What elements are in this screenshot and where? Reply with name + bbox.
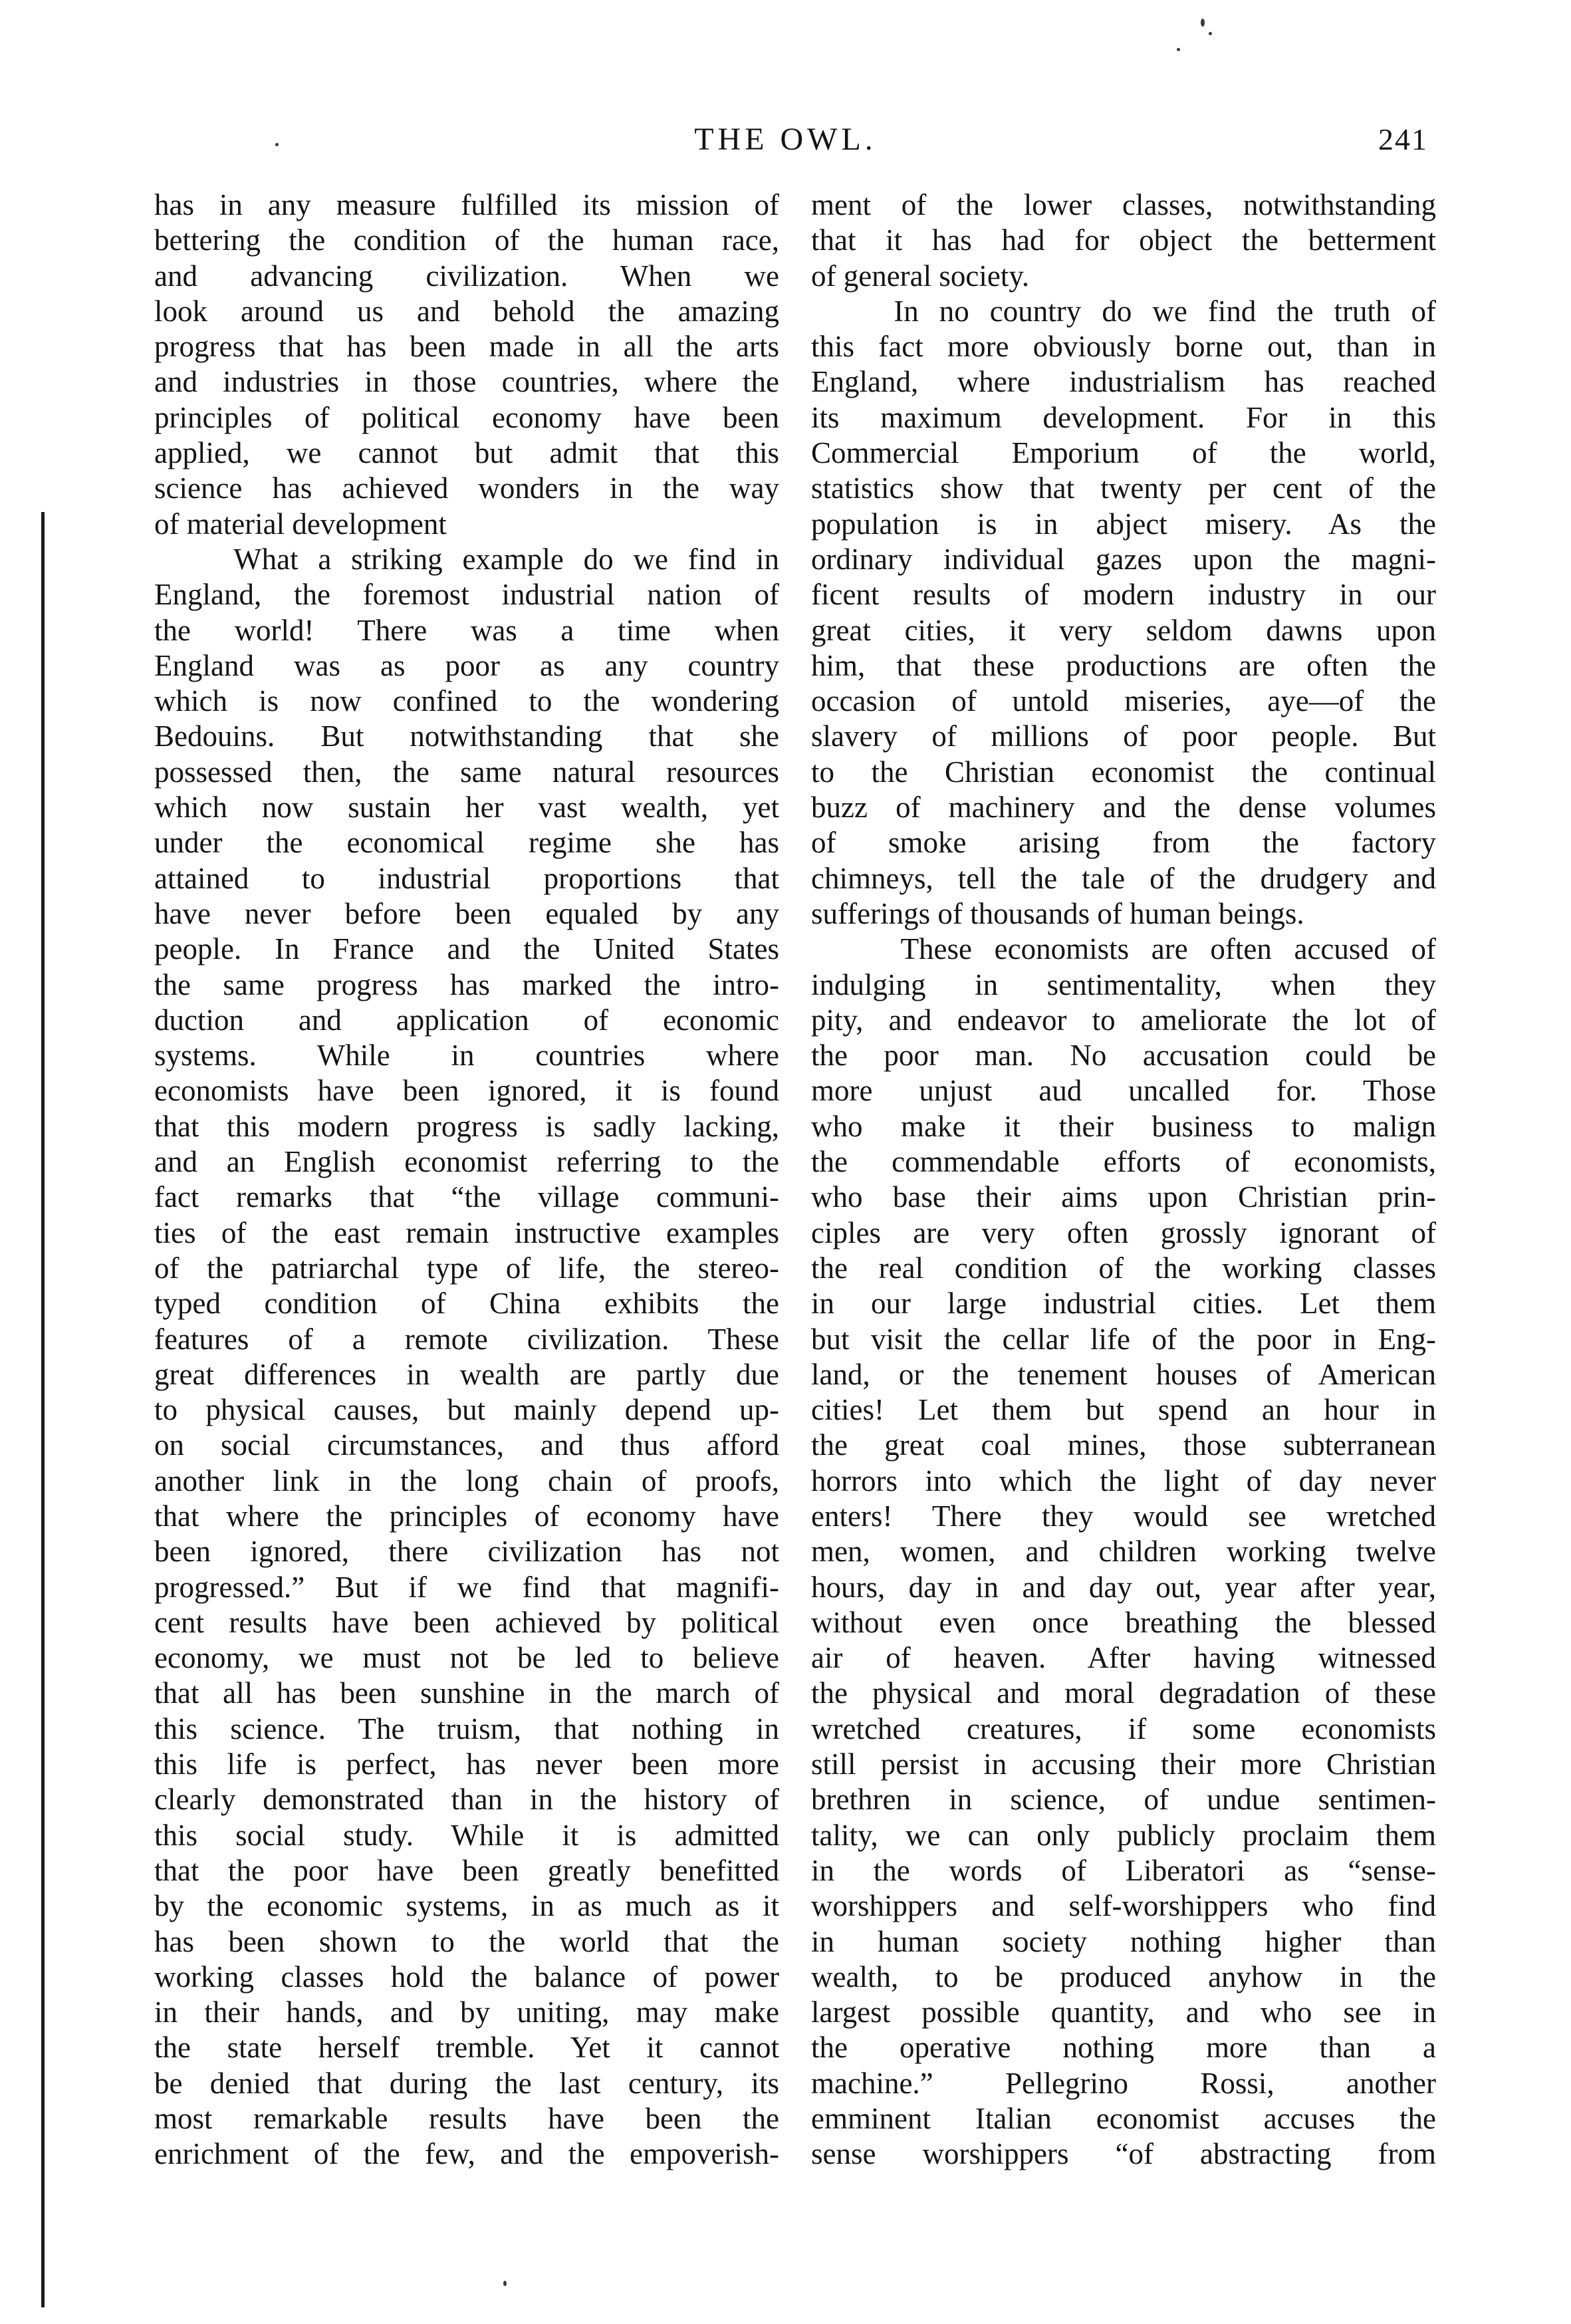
text-line: wretched creatures, if some economists (811, 1712, 1436, 1745)
text-line: pity, and endeavor to ameliorate the lot of (811, 1003, 1436, 1037)
text-line: to the Christian economist the continual (811, 755, 1436, 789)
text-line: that the poor have been greatly benefitted (154, 1853, 779, 1887)
text-line: cities! Let them but spend an hour in (811, 1393, 1436, 1427)
text-line: These economists are often accused of (811, 932, 1436, 966)
text-line: to physical causes, but mainly depend up- (154, 1393, 779, 1427)
text-line: this science. The truism, that nothing in (154, 1712, 779, 1745)
text-line: that all has been sunshine in the march of (154, 1676, 779, 1710)
text-line: chimneys, tell the tale of the drudgery and (811, 861, 1436, 895)
text-line: been ignored, there civilization has not (154, 1535, 779, 1569)
text-line: and advancing civilization. When we (154, 259, 779, 293)
text-line: science has achieved wonders in the way (154, 471, 779, 505)
text-line: hours, day in and day out, year after year, (811, 1570, 1436, 1604)
text-line: this fact more obviously borne out, than in (811, 330, 1436, 364)
text-line: on social circumstances, and thus afford (154, 1428, 779, 1462)
text-column-right (811, 188, 1436, 2172)
text-line: England was as poor as any country (154, 648, 779, 682)
text-line: statistics show that twenty per cent of the (811, 471, 1436, 505)
text-line: look around us and behold the amazing (154, 294, 779, 328)
text-line: of material development (154, 507, 447, 541)
text-line: air of heaven. After having witnessed (811, 1641, 1436, 1675)
text-line: the poor man. No accusation could be (811, 1039, 1436, 1073)
text-line: in our large industrial cities. Let them (811, 1287, 1436, 1321)
text-line: of the patriarchal type of life, the stereo- (154, 1251, 779, 1285)
text-line: him, that these productions are often the (811, 648, 1436, 682)
text-line: systems. While in countries where (154, 1039, 779, 1073)
text-line: that where the principles of economy have (154, 1499, 779, 1533)
text-line: who base their aims upon Christian prin- (811, 1180, 1436, 1214)
text-line: ment of the lower classes, notwithstanding (811, 188, 1436, 221)
text-line: working classes hold the balance of power (154, 1960, 779, 1994)
text-line: occasion of untold miseries, aye—of the (811, 684, 1436, 718)
ink-speck (503, 2281, 507, 2286)
text-line: applied, we cannot but admit that this (154, 436, 779, 470)
page-header (0, 120, 1571, 173)
text-line: of smoke arising from the factory (811, 826, 1436, 860)
text-line: be denied that during the last century, its (154, 2066, 779, 2100)
text-line: duction and application of economic (154, 1003, 779, 1037)
text-line: principles of political economy have been (154, 400, 779, 434)
text-line: slavery of millions of poor people. But (811, 719, 1436, 753)
text-line: population is in abject misery. As the (811, 507, 1436, 541)
text-line: ciples are very often grossly ignorant of (811, 1216, 1436, 1249)
text-line: people. In France and the United States (154, 932, 779, 966)
text-line: wealth, to be produced anyhow in the (811, 1960, 1436, 1994)
text-line: more unjust aud uncalled for. Those (811, 1074, 1436, 1108)
text-line: this social study. While it is admitted (154, 1818, 779, 1852)
text-line: great cities, it very seldom dawns upon (811, 613, 1436, 647)
ink-speck (1201, 19, 1205, 27)
text-line: in the words of Liberatori as “sense- (811, 1853, 1436, 1887)
text-line: and industries in those countries, where the (154, 365, 779, 399)
text-line: enrichment of the few, and the empoverish- (154, 2137, 779, 2171)
text-line: its maximum development. For in this (811, 400, 1436, 434)
text-line: England, where industrialism has reached (811, 365, 1436, 399)
ink-speck (1177, 48, 1180, 51)
text-line: under the economical regime she has (154, 826, 779, 860)
text-line: the great coal mines, those subterranean (811, 1428, 1436, 1462)
text-line: have never before been equaled by any (154, 896, 779, 930)
text-line: possessed then, the same natural resources (154, 755, 779, 789)
text-line: has in any measure fulfilled its mission of (154, 188, 779, 221)
text-line: most remarkable results have been the (154, 2102, 779, 2136)
text-line: which is now confined to the wondering (154, 684, 779, 718)
text-line: great differences in wealth are partly due (154, 1357, 779, 1391)
page-number: 241 (1378, 122, 1428, 156)
text-line: England, the foremost industrial nation of (154, 578, 779, 612)
text-line: in human society nothing higher than (811, 1924, 1436, 1958)
text-line: without even once breathing the blessed (811, 1605, 1436, 1639)
running-title: THE OWL. (694, 122, 877, 157)
text-line: the state herself tremble. Yet it cannot (154, 2031, 779, 2065)
text-line: progressed.” But if we find that magnifi- (154, 1570, 779, 1604)
text-line: land, or the tenement houses of American (811, 1357, 1436, 1391)
text-line: the operative nothing more than a (811, 2031, 1436, 2065)
text-line: enters! There they would see wretched (811, 1499, 1436, 1533)
text-line: the real condition of the working classes (811, 1251, 1436, 1285)
text-line: men, women, and children working twelve (811, 1535, 1436, 1569)
text-line: another link in the long chain of proofs, (154, 1464, 779, 1497)
text-line: still persist in accusing their more Christian (811, 1747, 1436, 1781)
text-line: attained to industrial proportions that (154, 861, 779, 895)
text-line: buzz of machinery and the dense volumes (811, 791, 1436, 825)
text-line: sufferings of thousands of human beings. (811, 896, 1304, 930)
text-line: that it has had for object the betterment (811, 223, 1436, 257)
text-line: and an English economist referring to the (154, 1145, 779, 1179)
text-line: Bedouins. But notwithstanding that she (154, 719, 779, 753)
text-line: features of a remote civilization. These (154, 1322, 779, 1356)
text-line: in their hands, and by uniting, may make (154, 1996, 779, 2029)
text-line: economists have been ignored, it is found (154, 1074, 779, 1108)
text-line: but visit the cellar life of the poor in Eng- (811, 1322, 1436, 1356)
text-line: ordinary individual gazes upon the magni- (811, 542, 1436, 576)
text-line: Commercial Emporium of the world, (811, 436, 1436, 470)
text-line: this life is perfect, has never been more (154, 1747, 779, 1781)
text-line: In no country do we find the truth of (811, 294, 1436, 328)
text-line: has been shown to the world that the (154, 1924, 779, 1958)
text-line: brethren in science, of undue sentimen- (811, 1783, 1436, 1817)
text-line: ficent results of modern industry in our (811, 578, 1436, 612)
text-line: the commendable efforts of economists, (811, 1145, 1436, 1179)
text-line: the world! There was a time when (154, 613, 779, 647)
text-line: horrors into which the light of day never (811, 1464, 1436, 1497)
text-line: that this modern progress is sadly lacking, (154, 1109, 779, 1143)
text-line: indulging in sentimentality, when they (811, 968, 1436, 1001)
ink-speck (1209, 32, 1212, 35)
text-line: ties of the east remain instructive examples (154, 1216, 779, 1249)
text-line: emminent Italian economist accuses the (811, 2102, 1436, 2136)
text-column-left (154, 188, 779, 2172)
text-line: tality, we can only publicly proclaim them (811, 1818, 1436, 1852)
text-line: clearly demonstrated than in the history of (154, 1783, 779, 1817)
text-line: by the economic systems, in as much as it (154, 1889, 779, 1923)
text-line: cent results have been achieved by political (154, 1605, 779, 1639)
text-line: fact remarks that “the village communi- (154, 1180, 779, 1214)
page-binding-edge (41, 512, 45, 2307)
text-line: worshippers and self-worshippers who find (811, 1889, 1436, 1923)
text-line: typed condition of China exhibits the (154, 1287, 779, 1321)
text-line: the same progress has marked the intro- (154, 968, 779, 1001)
text-line: of general society. (811, 259, 1030, 293)
text-line: economy, we must not be led to believe (154, 1641, 779, 1675)
text-line: bettering the condition of the human race, (154, 223, 779, 257)
text-line: progress that has been made in all the arts (154, 330, 779, 364)
text-line: largest possible quantity, and who see in (811, 1996, 1436, 2029)
text-line: who make it their business to malign (811, 1109, 1436, 1143)
text-line: the physical and moral degradation of these (811, 1676, 1436, 1710)
text-line: sense worshippers “of abstracting from (811, 2137, 1436, 2171)
text-line: machine.” Pellegrino Rossi, another (811, 2066, 1436, 2100)
text-line: which now sustain her vast wealth, yet (154, 791, 779, 825)
text-line: What a striking example do we find in (154, 542, 779, 576)
